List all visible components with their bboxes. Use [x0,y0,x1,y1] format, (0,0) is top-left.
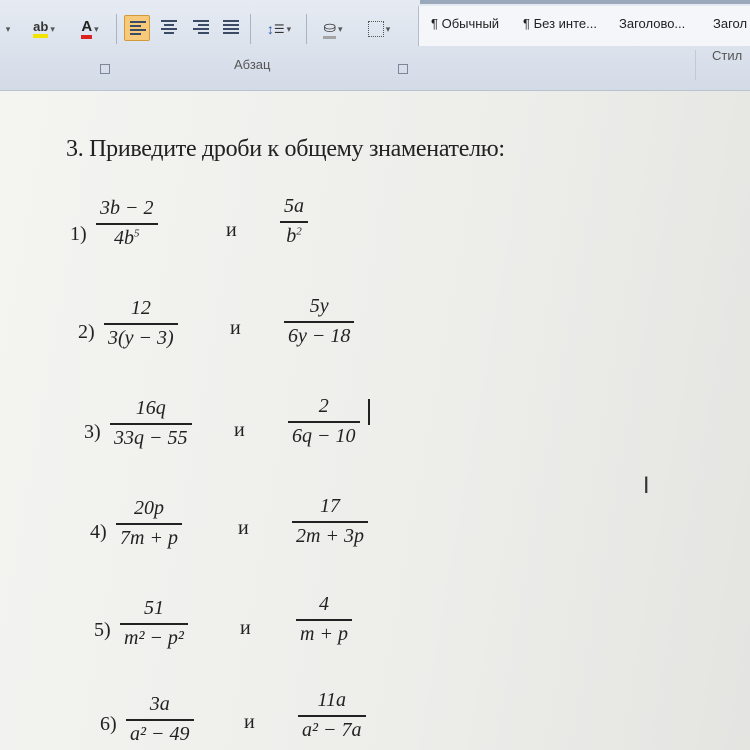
align-center-icon [161,20,177,34]
font-dialog-launcher-icon[interactable] [100,64,110,74]
fraction-bar [280,221,308,223]
font-color-button[interactable]: A ▾ [70,14,110,44]
document-page[interactable] [0,91,750,750]
fraction-bar [104,323,178,325]
denominator: $b^2$ [286,224,302,247]
divider [306,14,307,44]
conjunction: и [238,517,249,539]
fraction-left [110,397,192,450]
style-heading-1[interactable]: Заголово... [619,16,686,31]
numerator: 3b − 2 [100,197,154,219]
line-spacing-button[interactable]: ↕ ☰ ▾ [266,21,292,37]
conjunction: и [234,419,245,441]
fraction-bar [110,423,192,425]
denominator: 7m + p [120,526,178,549]
numerator: 16q [135,397,166,419]
conjunction: и [230,317,241,339]
numerator: 2 [318,395,329,417]
fraction-bar [120,623,188,625]
item-number: 2) [78,321,95,343]
align-left-button[interactable] [124,15,150,41]
line-spacing-icon: ↕ [266,21,274,37]
task-heading: 3. Приведите дроби к общему знаменателю: [66,136,505,162]
numerator: 51 [143,597,164,619]
paint-bucket-icon: ⛀ [323,20,336,39]
denominator: 3(y − 3) [108,326,174,349]
chevron-down-icon[interactable]: ▾ [5,23,11,34]
fraction-bar [288,421,360,423]
style-no-spacing[interactable]: ¶ Без инте... [523,16,597,31]
denominator: 6y − 18 [288,324,351,347]
conjunction: и [244,711,255,733]
style-heading-2[interactable]: Загол [713,16,748,31]
justify-button[interactable] [218,15,244,41]
align-left-icon [130,21,146,35]
fraction-right [280,195,308,248]
item-number: 6) [100,713,117,735]
denominator: 6q − 10 [292,424,356,447]
fraction-bar [116,523,182,525]
align-right-icon [193,20,209,34]
fraction-right [288,395,360,448]
styles-gallery [418,6,750,46]
denominator: $4b^5$ [114,226,140,249]
divider [116,14,117,44]
denominator: a² − 49 [130,722,190,745]
justify-icon [223,20,239,34]
denominator: m² − p² [124,626,184,649]
divider [250,14,251,44]
fraction-right [298,689,366,742]
item-number: 3) [84,421,101,443]
shading-button[interactable]: ⛀ ▾ [312,14,354,44]
paragraph-dialog-launcher-icon[interactable] [398,64,408,74]
fraction-bar [284,321,354,323]
numerator: 12 [130,297,151,319]
denominator: 33q − 55 [114,426,188,449]
font-color-icon: A [81,19,92,39]
conjunction: и [226,219,237,241]
align-center-button[interactable] [156,15,182,41]
fraction-right [284,295,354,348]
fraction-left [96,197,158,250]
numerator: 5a [284,195,304,217]
style-normal[interactable]: ¶ Обычный [431,16,500,31]
numerator: 17 [319,495,340,517]
align-right-button[interactable] [188,15,214,41]
item-number: 4) [90,521,107,543]
conjunction: и [240,617,251,639]
fraction-left [120,597,188,650]
ribbon-top-edge [420,0,750,4]
styles-group-label: Стил [712,48,743,63]
numerator: 20p [133,497,164,519]
item-number: 5) [94,619,111,641]
numerator: 5y [309,295,329,317]
numerator: 4 [318,593,329,615]
fraction-left [126,693,194,746]
highlight-color-button[interactable]: ab ▾ [22,14,66,44]
fraction-left [104,297,178,350]
ribbon [0,0,750,91]
text-cursor [368,399,370,425]
borders-icon [368,21,384,37]
fraction-bar [296,619,352,621]
divider [695,50,696,80]
denominator: m + p [300,622,348,645]
fraction-right [296,593,352,646]
fraction-right [292,495,368,548]
ibeam-cursor-icon: I [643,474,650,499]
borders-button[interactable]: ▾ [358,14,400,44]
item-number: 1) [70,223,87,245]
numerator: 11a [317,689,346,711]
denominator: 2m + 3p [296,524,364,547]
fraction-bar [292,521,368,523]
numerator: 3a [149,693,170,715]
denominator: a² − 7a [302,718,362,741]
highlighter-icon: ab [33,20,48,38]
fraction-bar [126,719,194,721]
fraction-bar [96,223,158,225]
fraction-bar [298,715,366,717]
fraction-left [116,497,182,550]
paragraph-group-label: Абзац [234,57,271,72]
